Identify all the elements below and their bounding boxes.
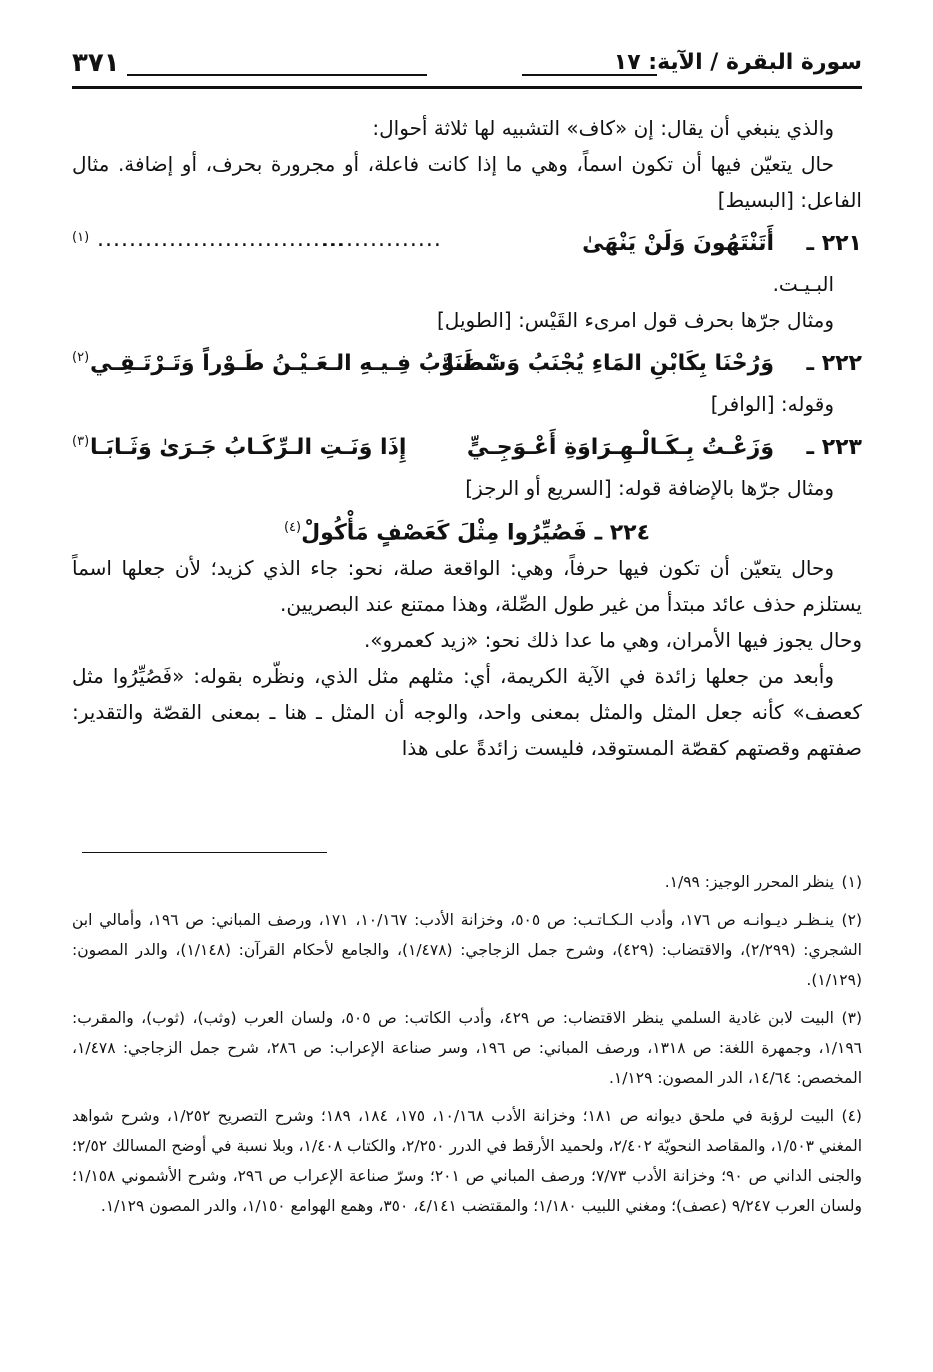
verse-text: ٢٢٤ ـ فَصُيِّرُوا مِثْلَ كَعَصْفٍ مَأْكُولْ — [301, 520, 651, 546]
footnote-text: ينـظـر ديـوانـه ص ١٧٦، وأدب الـكـاتـب: ص ٥٠٥، وخزانة الأدب: ١٠/١٦٧، ١٧١، ورصف المباني: ص ١٩٦، وأمالي ابن الشجري: (٢/٢٩٩)، والاقتضاب: (٤٢٩)، وشرح جمل الزجاجي: (١/٤٧٨)، والجامع لأحكام القرآن: (١/١٤٨)، والدر المصون: (١/١٢٩). — [72, 911, 862, 989]
footnote-number: (٢) — [841, 911, 862, 929]
verse-hemistich: تَـصَـوَّبُ فِـيـهِ الـعَـيْـنُ طَـوْراً وَتَـرْتَـقِـي — [90, 351, 500, 376]
verse-hemistich: وَرُحْنَا بِكَابْنِ المَاءِ يُجْنَبُ وَسْطَنَا — [446, 351, 774, 376]
main-text — [72, 110, 862, 766]
paragraph: وأبعد من جعلها زائدة في الآية الكريمة، أي: مثلهم مثل الذي، ونظّره بقوله: «فَصُيِّرُوا مثل كعصف» كأنه جعل المثل والمثل بمعنى واحد، والوجه أن المثل ـ هنا ـ بمعنى القصّة والتقدير: صفتهم وقصتهم كقصّة المستوقد، فليست زائدةً على هذا — [72, 664, 862, 760]
running-title: سورة البقرة / الآية: ١٧ — [613, 50, 862, 75]
paragraph: والذي ينبغي أن يقال: إن «كاف» التشبيه لها ثلاثة أحوال: — [372, 116, 834, 140]
footnote — [72, 1003, 862, 1093]
verse-hemistich: أَتَنْتَهُونَ وَلَنْ يَنْهَىٰ — [582, 231, 774, 256]
paragraph: ومثال جرّها بحرف قول امرىء القَيْس: [الطويل] — [437, 308, 834, 332]
verse-number: ٢٢٢ ـ — [806, 351, 862, 376]
paragraph: وحال يتعيّن أن تكون فيها حرفاً، وهي: الواقعة صلة، نحو: جاء الذي كزيد؛ لأن جعلها اسماً يستلزم حذف عائد مبتدأ من غير طول الصِّلة، وهذا ممتنع عند البصريين. — [72, 556, 862, 616]
footnote — [72, 905, 862, 995]
verse-number: ٢٢٣ ـ — [806, 435, 862, 460]
paragraph: وقوله: [الوافر] — [710, 392, 834, 416]
footnote-text: ينظر المحرر الوجيز: ١/٩٩. — [664, 873, 834, 891]
footnote-marker: (٢) — [72, 350, 90, 365]
paragraph: حال يتعيّن فيها أن تكون اسماً، وهي ما إذا كانت فاعلة، أو مجرورة بحرف، أو إضافة. مثال الفاعل: [البسيط] — [72, 152, 862, 212]
page — [72, 38, 862, 766]
page-header — [72, 38, 862, 86]
verse-ellipsis: ............... — [322, 227, 442, 252]
verse-222 — [72, 340, 862, 384]
footnote-marker: (٣) — [72, 434, 90, 449]
header-rule — [127, 74, 427, 76]
footnote-number: (٣) — [841, 1009, 862, 1027]
verse-number: ٢٢١ ـ — [806, 231, 862, 256]
paragraph: ومثال جرّها بالإضافة قوله: [السريع أو الرجز] — [465, 476, 834, 500]
header-rule — [522, 74, 657, 76]
footnote-marker: (٤) — [283, 520, 302, 535]
verse-221 — [72, 220, 862, 264]
header-divider — [72, 86, 862, 89]
footnote-divider — [82, 852, 327, 853]
footnotes — [72, 852, 862, 1229]
paragraph: البـيـت. — [772, 272, 834, 296]
footnote-marker: (١) — [72, 230, 90, 245]
verse-ellipsis: ............................... — [97, 227, 345, 252]
verse-223 — [72, 424, 862, 468]
footnote-number: (١) — [841, 873, 862, 891]
verse-hemistich: إِذَا وَنَـتِ الـرِّكَـابُ جَـرَىٰ وَثَـابَـا — [90, 435, 407, 460]
footnote-text: البيت لابن غادية السلمي ينظر الاقتضاب: ص ٤٢٩، وأدب الكاتب: ص ٥٠٥، ولسان العرب (وثب)، (ثوب)، والمقرب: ١/١٩٦، وجمهرة اللغة: ص ١٣١٨، ورصف المباني: ص ١٩٦، وسر صناعة الإعراب: ص ٢٨٦، شرح جمل الزجاجي: ١/٤٧٨، المخصص: ١٤/٦٤، الدر المصون: ١/١٢٩. — [72, 1009, 862, 1087]
page-number: ٣٧١ — [72, 48, 120, 78]
paragraph: وحال يجوز فيها الأمران، وهي ما عدا ذلك نحو: «زيد كعمرو». — [363, 628, 862, 652]
verse-224 — [72, 506, 862, 550]
verse-hemistich: وَزَعْـتُ بِـكَـالْـهِـرَاوَةِ أَعْـوَجِـيٍّ — [466, 435, 774, 460]
footnote-text: البيت لرؤبة في ملحق ديوانه ص ١٨١؛ وخزانة الأدب ١٠/١٦٨، ١٧٥، ١٨٤، ١٨٩؛ وشرح التصريح ١/٢٥٢، وشرح شواهد المغني ١/٥٠٣، والمقاصد النحويّة ٢/٤٠٢، ولحميد الأرقط في الدرر ٢/٢٥٠، والكتاب ١/٤٠٨، وبلا نسبة في أوضح المسالك ٢/٥٢؛ والجنى الداني ص ٩٠؛ وخزانة الأدب ٧/٧٣؛ ورصف المباني ص ٢٠١؛ وسرّ صناعة الإعراب ص ٢٩٦، وشرح الأشموني ١/١٥٨؛ ولسان العرب ٩/٢٤٧ (عصف)؛ ومغني اللبيب ١/١٨٠؛ والمقتضب ٤/١٤١، ٣٥٠، وهمع الهوامع ١/١٥٠، والدر المصون ١/١٢٩. — [72, 1107, 862, 1215]
footnote — [72, 1101, 862, 1221]
footnote — [72, 867, 862, 897]
footnote-number: (٤) — [841, 1107, 862, 1125]
